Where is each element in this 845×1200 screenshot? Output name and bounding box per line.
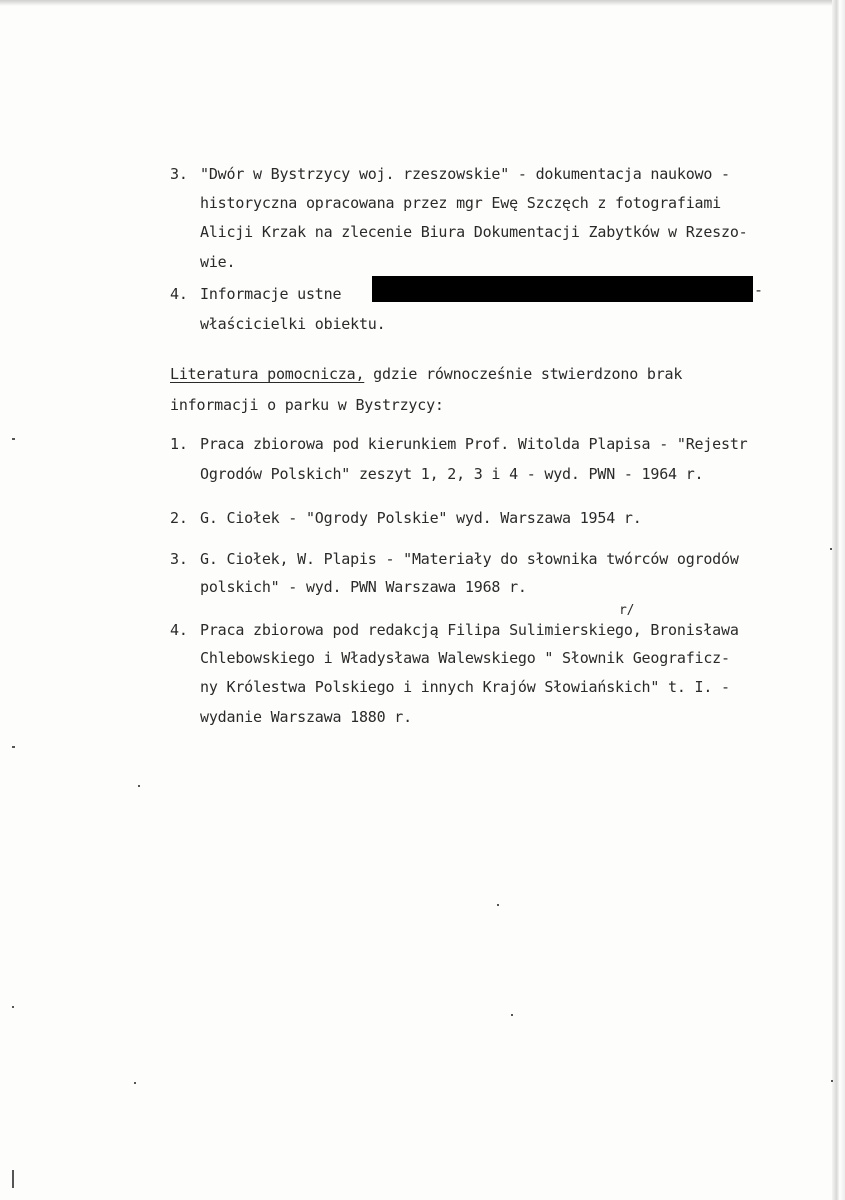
scan-speck xyxy=(134,1082,136,1084)
item-number: 3. xyxy=(170,165,188,183)
lit-2-line-1: G. Ciołek - "Ogrody Polskie" wyd. Warszawa 1954 r. xyxy=(200,509,642,527)
item-3-line-3: Alicji Krzak na zlecenie Biura Dokumentacji Zabytków w Rzeszo- xyxy=(200,223,748,241)
literature-intro-line-1 xyxy=(170,364,682,384)
item-4-dash: - xyxy=(754,281,763,299)
scan-speck xyxy=(12,1170,14,1188)
item-3-line-4: wie. xyxy=(200,253,236,271)
lit-4-line-3: ny Królestwa Polskiego i innych Krajów Słowiańskich" t. I. - xyxy=(200,678,730,696)
item-3-line-2: historyczna opracowana przez mgr Ewę Szczęch z fotografiami xyxy=(200,194,722,212)
overwritten-correction-mark: r/ xyxy=(619,603,635,618)
item-number: 1. xyxy=(170,435,188,453)
literature-heading: Literatura pomocnicza, xyxy=(170,365,365,383)
item-number: 4. xyxy=(170,285,188,303)
scan-speck xyxy=(831,1080,833,1082)
lit-4-line-2: Chlebowskiego i Władysława Walewskiego " Słownik Geograficz- xyxy=(200,649,730,667)
scan-speck xyxy=(138,785,140,787)
item-4-line-1: Informacje ustne xyxy=(200,285,342,303)
item-number: 3. xyxy=(170,550,188,568)
literature-intro-rest: gdzie równocześnie stwierdzono brak xyxy=(364,365,683,383)
lit-1-line-2: Ogrodów Polskich" zeszyt 1, 2, 3 i 4 - wyd. PWN - 1964 r. xyxy=(200,465,704,483)
lit-3-line-2: polskich" - wyd. PWN Warszawa 1968 r. xyxy=(200,578,527,596)
scan-speck xyxy=(830,548,832,550)
item-number: 4. xyxy=(170,621,188,639)
scan-speck xyxy=(497,904,499,906)
lit-4-line-4: wydanie Warszawa 1880 r. xyxy=(200,708,412,726)
lit-3-line-1: G. Ciołek, W. Plapis - "Materiały do słownika twórców ogrodów xyxy=(200,550,739,568)
item-4-line-2: właścicielki obiektu. xyxy=(200,315,386,333)
redaction-bar xyxy=(372,276,753,302)
lit-4-line-1: Praca zbiorowa pod redakcją Filipa Sulimierskiego, Bronisława xyxy=(200,621,739,639)
item-number: 2. xyxy=(170,509,188,527)
scan-speck xyxy=(12,1006,14,1008)
scan-speck xyxy=(511,1014,513,1016)
literature-intro-line-2: informacji o parku w Bystrzycy: xyxy=(170,396,444,414)
scan-speck xyxy=(12,438,15,440)
item-3-line-1: "Dwór w Bystrzycy woj. rzeszowskie" - dokumentacja naukowo - xyxy=(200,165,730,183)
scan-speck xyxy=(12,746,15,748)
lit-1-line-1: Praca zbiorowa pod kierunkiem Prof. Witolda Plapisa - "Rejestr xyxy=(200,435,748,453)
